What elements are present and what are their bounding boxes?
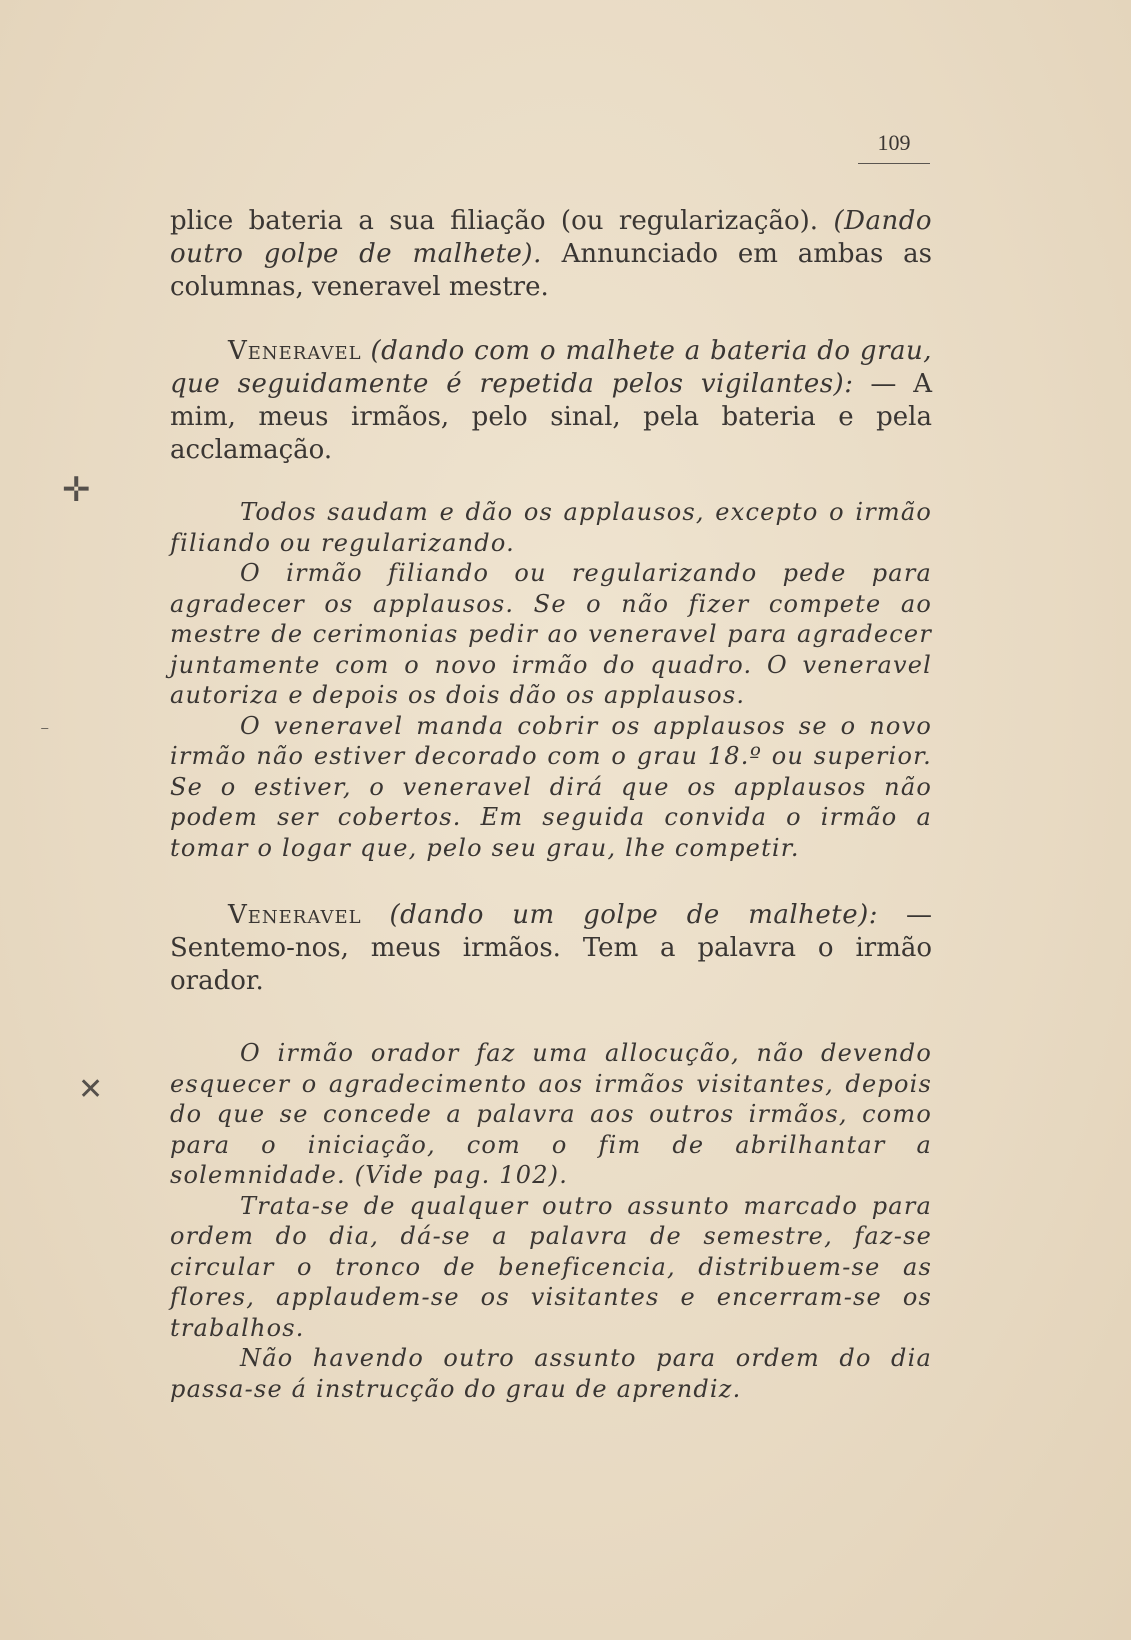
- page-number-rule: [858, 163, 930, 164]
- margin-cross-mark: ✛: [62, 470, 91, 510]
- margin-cross-mark-2: ✕: [78, 1072, 104, 1107]
- instruction-paragraph: O veneravel manda cobrir os applausos se o novo irmão não estiver decorado com o grau 18.º ou superior. Se o estiver, o veneravel dirá que os applausos não podem ser cobertos. Em seguida convida o irmão a tomar o logar que, pelo seu grau, lhe competir.: [170, 711, 932, 862]
- instruction-block-2: [170, 1038, 932, 1404]
- instruction-paragraph: Trata-se de qualquer outro assunto marcado para ordem do dia, dá-se a palavra de semestre, faz-se circular o tronco de beneficencia, distribuem-se as flores, applaudem-se os visitantes e encerram-se os trabalhos.: [170, 1191, 932, 1342]
- body-text: [170, 205, 932, 1404]
- stage-direction: (Dando outro golpe de malhete).: [170, 206, 933, 269]
- paragraph-filiation: [170, 205, 932, 304]
- instruction-paragraph: Não havendo outro assunto para ordem do dia passa-se á instrucção do grau de aprendiz.: [170, 1344, 932, 1403]
- instruction-paragraph: Todos saudam e dão os applausos, excepto o irmão filiando ou regularizando.: [170, 498, 932, 557]
- paragraph-filiation-tail: Annunciado em ambas as columnas, veneravel mestre.: [170, 239, 932, 302]
- instruction-block-1: [170, 497, 932, 863]
- instruction-paragraph: O irmão filiando ou regularizando pede para agradecer os applausos. Se o não fizer compete ao mestre de cerimonias pedir ao veneravel para agradecer juntamente com o novo irmão do quadro. O veneravel autoriza e depois os dois dão os applausos.: [170, 559, 932, 709]
- speaker-name: Veneravel: [228, 336, 362, 366]
- speaker-name: Veneravel: [228, 900, 362, 930]
- stage-direction: (dando com o malhete a bateria do grau, que seguidamente é repetida pelos vigilantes):: [170, 336, 933, 399]
- instruction-paragraph: O irmão orador faz uma allocução, não devendo esquecer o agradecimento aos irmãos visitantes, depois do que se concede a palavra aos outros irmãos, como para o iniciação, com o fim de abrilhantar a solemnidade. (Vide pag. 102).: [170, 1039, 932, 1189]
- page-number: 109: [877, 130, 911, 155]
- veneravel-speech-1: [170, 335, 932, 467]
- speech-text: Sentemo-nos, meus irmãos. Tem a palavra o irmão orador.: [170, 933, 932, 996]
- stage-direction: (dando um golpe de malhete):: [389, 900, 879, 930]
- speech-text: A mim, meus irmãos, pelo sinal, pela bateria e pela acclamação.: [170, 369, 933, 465]
- em-dash: —: [906, 900, 932, 930]
- veneravel-speech-2: [170, 899, 932, 998]
- em-dash: —: [870, 369, 897, 399]
- paragraph-filiation-text: plice bateria a sua filiação (ou regularização).: [170, 206, 819, 236]
- margin-dash-mark: ⁻: [40, 722, 50, 743]
